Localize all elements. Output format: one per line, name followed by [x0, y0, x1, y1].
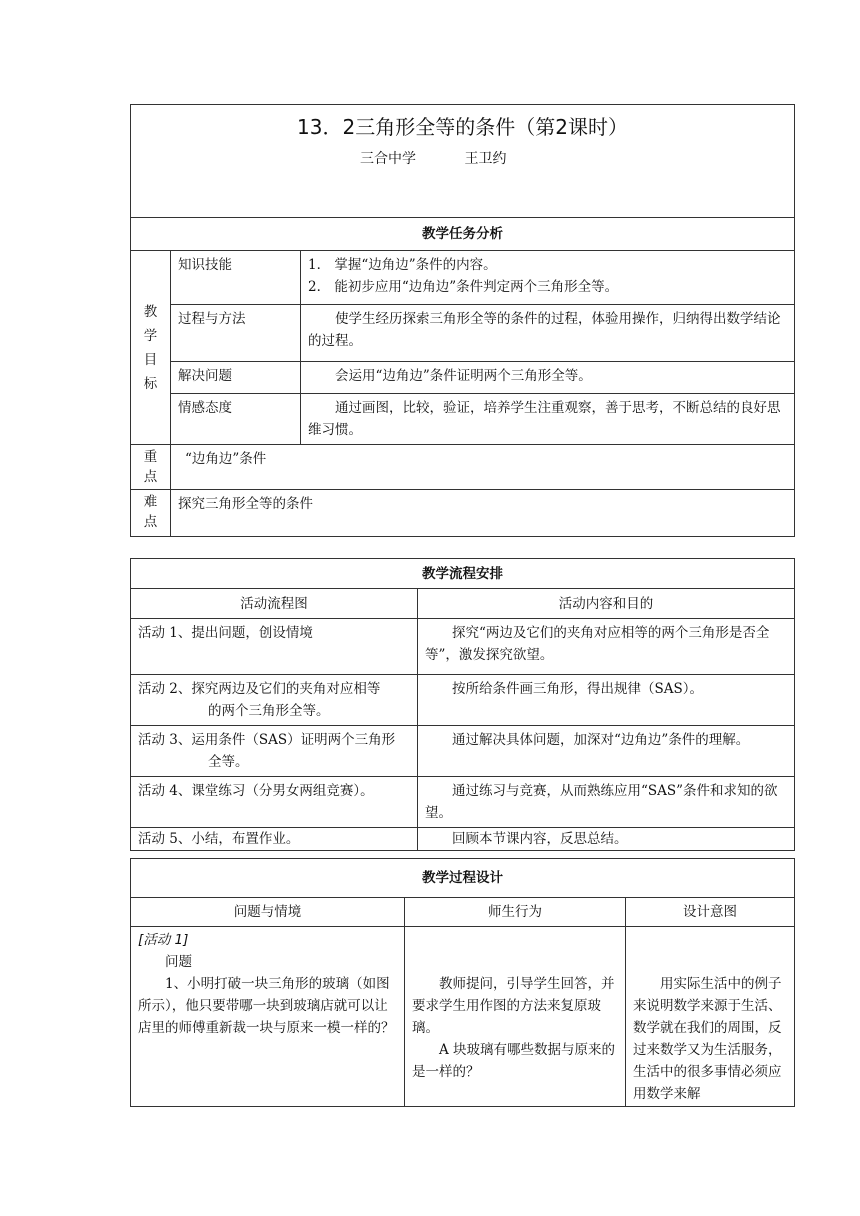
page-title: 13．2三角形全等的条件（第2课时）: [297, 115, 628, 139]
flow-activity: [131, 675, 418, 726]
process-col-header: 问题与情境: [131, 898, 405, 927]
difficulty-char: 点: [143, 514, 158, 530]
difficulty-label: [131, 490, 171, 537]
school-name: 三合中学: [360, 151, 416, 167]
behavior-text: 教师提问，引导学生回答，并要求学生用作图的方法来复原玻璃。: [412, 976, 615, 1036]
flow-col-header: 活动流程图: [131, 589, 418, 619]
teacher-name: 王卫约: [464, 151, 507, 167]
difficulty-text: 探究三角形全等的条件: [171, 490, 795, 537]
task-analysis-table: [130, 104, 795, 537]
flow-heading: 教学流程安排: [131, 559, 795, 589]
key-point-char: 点: [143, 469, 158, 485]
key-point-char: 重: [143, 449, 158, 465]
process-heading: 教学过程设计: [131, 859, 795, 898]
process-table: [130, 858, 795, 1107]
flow-activity-cont: 全等。: [208, 754, 249, 770]
behavior-cell: [405, 927, 626, 1107]
flow-activity-text: 活动 3、运用条件（SAS）证明两个三角形: [138, 732, 396, 748]
behavior-question: A 块玻璃有哪些数据与原来的是一样的？: [412, 1042, 616, 1080]
problem-cell: [131, 927, 405, 1107]
process-col-header: 设计意图: [626, 898, 795, 927]
goal-category: 解决问题: [171, 362, 301, 394]
flow-content: 探究“两边及它们的夹角对应相等的两个三角形是否全等”，激发探究欲望。: [418, 619, 795, 675]
goal-label-cell: [131, 251, 171, 445]
flow-activity: [131, 726, 418, 777]
problem-label: 问题: [165, 954, 192, 970]
intent-text: 用实际生活中的例子来说明数学来源于生活、数学就在我们的周围，反过来数学又为生活服务，生活中的很多事情必须应用数学来解: [633, 976, 782, 1102]
difficulty-char: 难: [143, 494, 158, 510]
title-cell: [131, 105, 795, 218]
flow-content: 回顾本节课内容，反思总结。: [418, 828, 795, 851]
flow-content: 按所给条件画三角形，得出规律（SAS）。: [418, 675, 795, 726]
flow-activity-text: 活动 5、小结，布置作业。: [138, 831, 300, 847]
flow-activity: [131, 619, 418, 675]
goal-line: 1． 掌握“边角边”条件的内容。: [308, 257, 497, 273]
process-col-header: 师生行为: [405, 898, 626, 927]
flow-activity: [131, 828, 418, 851]
goal-label-char: 教: [143, 303, 158, 320]
goal-detail: 会运用“边角边”条件证明两个三角形全等。: [301, 362, 795, 394]
goal-label-char: 目: [143, 351, 158, 368]
key-point-label: [131, 445, 171, 490]
key-point-text: “边角边”条件: [171, 445, 795, 490]
goal-label-char: 标: [143, 375, 158, 392]
goal-category: 知识技能: [171, 251, 301, 305]
flow-activity-text: 活动 4、课堂练习（分男女两组竞赛）。: [138, 783, 374, 799]
goal-label-char: 学: [143, 327, 158, 344]
goal-category: 情感态度: [171, 394, 301, 445]
flow-activity-text: 活动 2、探究两边及它们的夹角对应相等: [138, 681, 381, 697]
goal-detail: 通过画图，比较，验证，培养学生注重观察，善于思考，不断总结的良好思维习惯。: [301, 394, 795, 445]
flow-content: 通过练习与竞赛，从而熟练应用“SAS”条件和求知的欲望。: [418, 777, 795, 828]
goal-category: 过程与方法: [171, 305, 301, 362]
flow-activity: [131, 777, 418, 828]
intent-cell: [626, 927, 795, 1107]
flow-table: [130, 558, 795, 851]
author-line: [138, 149, 787, 169]
flow-col-header: 活动内容和目的: [418, 589, 795, 619]
task-analysis-heading: 教学任务分析: [131, 218, 795, 251]
flow-activity-cont: 的两个三角形全等。: [208, 703, 330, 719]
problem-text: 1、小明打破一块三角形的玻璃（如图所示），他只要带哪一块到玻璃店就可以让店里的师傅重新裁一块与原来一模一样的？: [138, 976, 395, 1036]
flow-content: 通过解决具体问题，加深对“边角边”条件的理解。: [418, 726, 795, 777]
activity-tag: [活动 1]: [138, 932, 189, 948]
flow-activity-text: 活动 1、提出问题，创设情境: [138, 625, 313, 641]
goal-detail: 使学生经历探索三角形全等的条件的过程，体验用操作，归纳得出数学结论的过程。: [301, 305, 795, 362]
goal-line: 2． 能初步应用“边角边”条件判定两个三角形全等。: [308, 279, 619, 295]
goal-detail: [301, 251, 795, 305]
